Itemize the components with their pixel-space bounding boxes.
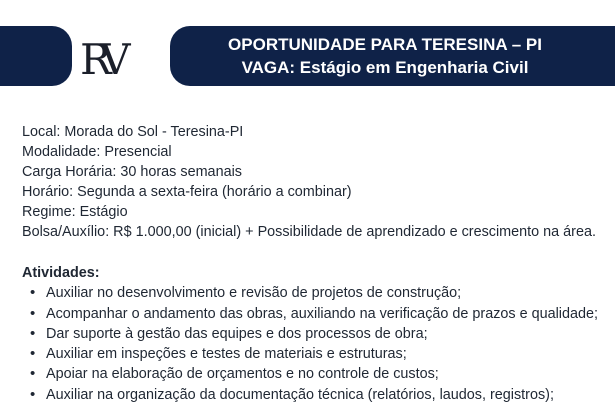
header-band-left bbox=[0, 26, 72, 86]
detail-workload: Carga Horária: 30 horas semanais bbox=[22, 164, 242, 180]
activity-item: • Dar suporte à gestão das equipes e dos processos de obra; bbox=[46, 324, 615, 344]
detail-location: Local: Morada do Sol - Teresina-PI bbox=[22, 124, 244, 140]
detail-modality: Modalidade: Presencial bbox=[22, 144, 172, 160]
job-details bbox=[22, 122, 612, 242]
detail-stipend: Bolsa/Auxílio: R$ 1.000,00 (inicial) + Possibilidade de aprendizado e crescimento na área. bbox=[22, 224, 596, 240]
activities-section bbox=[22, 263, 615, 405]
detail-regime: Regime: Estágio bbox=[22, 204, 128, 220]
header-title bbox=[170, 26, 600, 86]
company-logo bbox=[78, 30, 136, 82]
activity-item: • Auxiliar no desenvolvimento e revisão de projetos de construção; bbox=[46, 283, 615, 303]
activity-item: • Auxiliar em inspeções e testes de materiais e estruturas; bbox=[46, 344, 615, 364]
activity-item: • Auxiliar na organização da documentação técnica (relatórios, laudos, registros); bbox=[46, 385, 615, 405]
header-banner bbox=[0, 26, 615, 86]
activities-heading: Atividades: bbox=[22, 265, 100, 281]
title-line-1: OPORTUNIDADE PARA TERESINA – PI bbox=[228, 35, 542, 54]
activity-item: • Apoiar na elaboração de orçamentos e no controle de custos; bbox=[46, 364, 615, 384]
activity-item: • Acompanhar o andamento das obras, auxiliando na verificação de prazos e qualidade; bbox=[46, 304, 615, 324]
activities-list bbox=[22, 283, 615, 405]
title-line-2: VAGA: Estágio em Engenharia Civil bbox=[241, 58, 529, 77]
detail-schedule: Horário: Segunda a sexta-feira (horário a combinar) bbox=[22, 184, 352, 200]
logo-text: RV bbox=[80, 35, 121, 82]
